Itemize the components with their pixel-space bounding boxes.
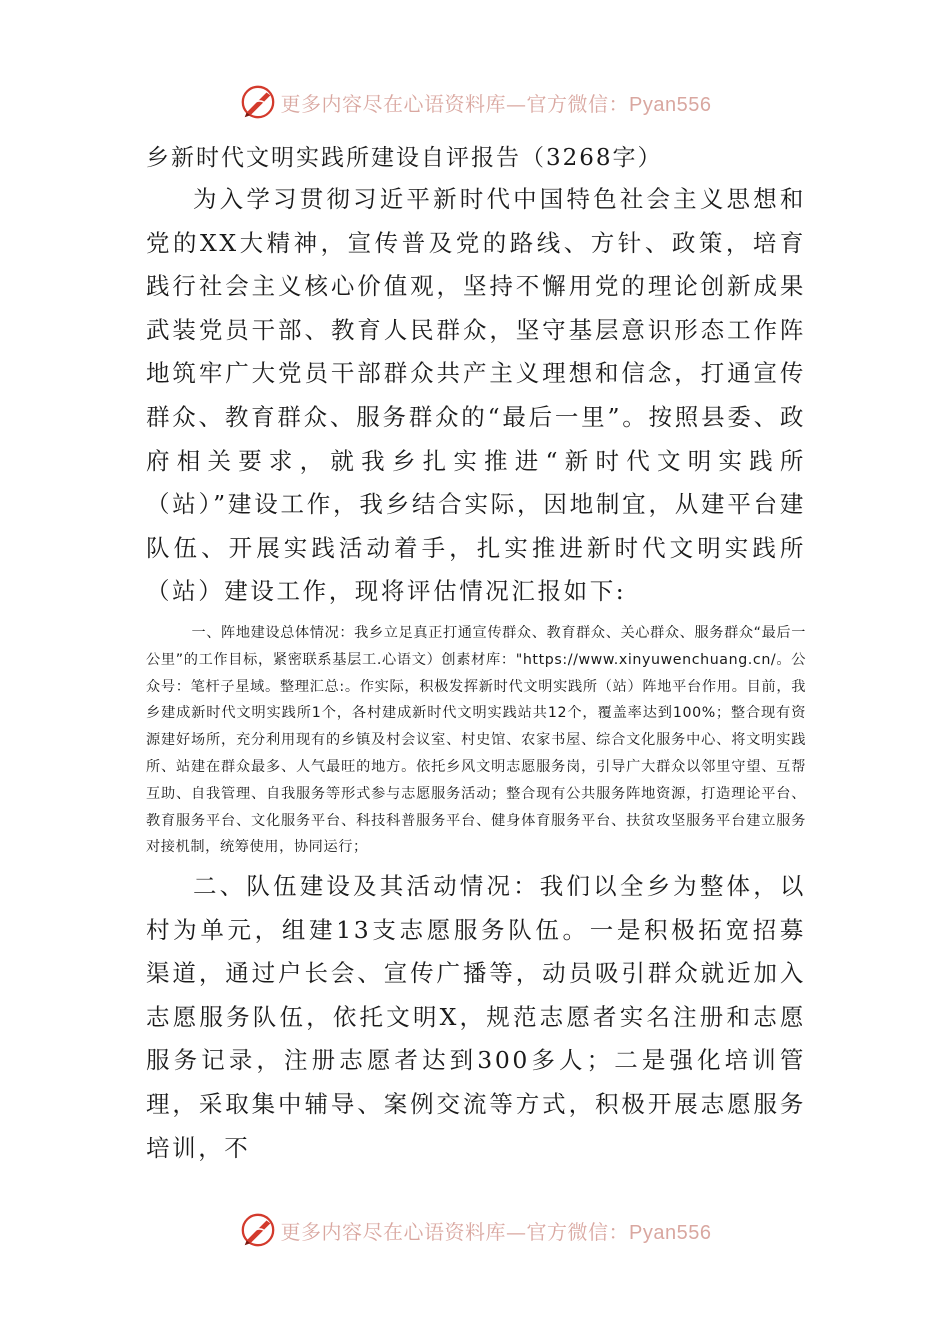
watermark-text: 更多内容尽在心语资料库—官方微信：Pyan556 [280,1219,712,1244]
watermark-text: 更多内容尽在心语资料库—官方微信：Pyan556 [280,91,712,116]
section-one-paragraph: 一、阵地建设总体情况：我乡立足真正打通宣传群众、教育群众、关心群众、服务群众“最后一公里”的工作目标，紧密联系基层工.心语文）创素材库："https://www.xinyuwenchuang.cn/。公众号：笔杆子星域。整理汇总:。作实际，积极发挥新时代文明实践所（站）阵地平台作用。目前，我乡建成新时代文明实践所1个，各村建成新时代文明实践站共12个，覆盖率达到100%；整合现有资源建好场所，充分利用现有的乡镇及村会议室、村史馆、农家书屋、综合文化服务中心、将文明实践所、站建在群众最多、人气最旺的地方。依托乡风文明志愿服务岗，引导广大群众以邻里守望、互帮互助、自我管理、自我服务等形式参与志愿服务活动；整合现有公共服务阵地资源，打造理论平台、教育服务平台、文化服务平台、科技科普服务平台、健身体育服务平台、扶贫攻坚服务平台建立服务对接机制，统筹使用，协同运行； [146,624,806,856]
intro-paragraph: 为入学习贯彻习近平新时代中国特色社会主义思想和党的XX大精神，宣传普及党的路线、方针、政策，培育践行社会主义核心价值观，坚持不懈用党的理论创新成果武装党员干部、教育人民群众，坚守基层意识形态工作阵地筑牢广大党员干部群众共产主义理想和信念，打通宣传群众、教育群众、服务群众的“最后一里”。按照县委、政府相关要求，就我乡扎实推进“新时代文明实践所（站）”建设工作，我乡结合实际，因地制宜，从建平台建队伍、开展实践活动着手，扎实推进新时代文明实践所（站）建设工作，现将评估情况汇报如下: [146,185,806,606]
watermark-wechat-id: Pyan556 [629,1221,712,1244]
pen-logo-icon [239,1211,277,1249]
document-title: 乡新时代文明实践所建设自评报告（3268字） [146,145,663,171]
section-two-paragraph: 二、队伍建设及其活动情况：我们以全乡为整体，以村为单元，组建13支志愿服务队伍。一是积极拓宽招募渠道，通过户长会、宣传广播等，动员吸引群众就近加入志愿服务队伍，依托文明X，规范志愿者实名注册和志愿服务记录，注册志愿者达到300多人；二是强化培训管理，采取集中辅导、案例交流等方式，积极开展志愿服务培训，不 [146,872,806,1162]
pen-logo-icon [239,83,277,121]
watermark-footer [0,1210,950,1250]
watermark-header [0,82,950,122]
document-body [146,138,806,1170]
watermark-wechat-id: Pyan556 [629,93,712,116]
